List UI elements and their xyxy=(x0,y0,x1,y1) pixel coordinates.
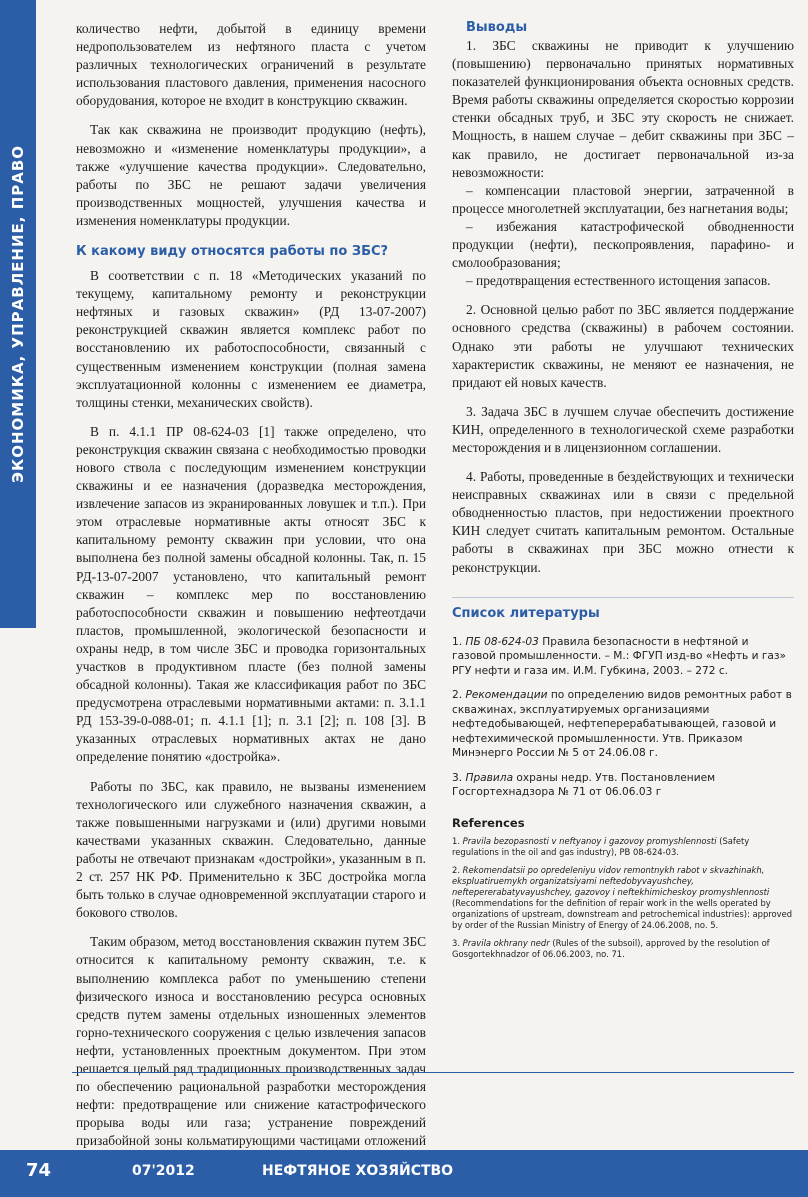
reference-title: Правила xyxy=(465,771,514,784)
reference-number: 2. xyxy=(452,864,463,875)
reference-text: охраны недр. Утв. Постановлением Госгортехнадзора № 71 от 06.06.03 г xyxy=(452,771,716,799)
section-heading: К какому виду относятся работы по ЗБС? xyxy=(76,244,389,260)
section-sidebar xyxy=(0,0,36,628)
reference-title: ПБ 08-624-03 xyxy=(465,635,539,648)
reference-text: по определению видов ремонтных работ в скважинах, эксплуатируемых организациями нефтедобывающей, нефтеперерабатывающей, газовой и нефтехимической промышленности. Утв. Приказом Минэнерго России № 5 от 24.06.08 г. xyxy=(452,689,792,760)
reference-number: 2. xyxy=(452,689,466,702)
conclusion-paragraph: 1. ЗБС скважины не приводит к улучшению (повышению) первоначально принятых нормативных показателей функционирования объекта основных средств. Время работы скважины определяется скоростью коррозии стенки обсадных труб, и ЗБС эту скорость не снижает. Мощность, в нашем случае – дебит скважины при ЗБС – как правило, не достигает первоначальной из-за невозможности: xyxy=(452,38,794,180)
reference-text: (Safety regulations in the oil and gas industry), PB 08-624-03. xyxy=(452,835,750,857)
conclusion-list-item: – избежания катастрофической обводненности продукции (нефти), пескопроявления, парафино- и смолообразования; xyxy=(452,218,794,271)
left-column xyxy=(76,20,426,1169)
reference-number: 3. xyxy=(452,937,463,948)
magazine-title: НЕФТЯНОЕ ХОЗЯЙСТВО xyxy=(262,1163,454,1179)
divider xyxy=(452,597,794,598)
conclusion-paragraph: 2. Основной целью работ по ЗБС является поддержание основного средства (скважины) в рабочем состоянии. Однако эти работы не улучшают технических характеристик скважины, не меняют ее назначения, не придают ей новых качеств. xyxy=(452,302,794,390)
body-paragraph: Работы по ЗБС, как правило, не вызваны изменением технологического или служебного назначения скважин, а также повышенными нагрузками и (или) другими новыми качествами указанных скважин. Следовательно, данные работы не отвечают признакам «достройки», указанным в п. 2 ст. 257 НК РФ. Применительно к ЗБС достройка могла быть только в случае одновременной эксплуатации старого и бокового стволов. xyxy=(76,778,426,921)
reference-number: 1. xyxy=(452,635,466,648)
body-paragraph: Так как скважина не производит продукцию (нефть), невозможно и «изменение номенклатуры продукции», а также «улучшение качества продукции». Следовательно, работы по ЗБС не решают задачи увеличения производственных мощностей, улучшения качества и изменения номенклатуры продукции. xyxy=(76,122,426,228)
reference-title: Pravila bezopasnosti v neftyanoy i gazovoy promyshlennosti xyxy=(462,835,717,846)
english-reference-item xyxy=(452,938,794,960)
conclusions-heading: Выводы xyxy=(466,20,528,35)
english-reference-item xyxy=(452,865,794,931)
right-column xyxy=(452,20,794,967)
reference-title: Pravila okhrany nedr xyxy=(462,937,550,948)
reference-item xyxy=(452,635,794,679)
body-paragraph: В п. 4.1.1 ПР 08-624-03 [1] также определено, что реконструкция скважин связана с необходимостью проводки нового ствола с последующим изменением конструкции скважины и ее назначения (доразведка месторождения, извлечение запасов из экранированных ловушек и т.п.). При этом отраслевые нормативные акты относят ЗБС к капитальному ремонту скважин при условии, что она выполнена без полной замены обсадной колонны. Так, п. 15 РД-13-07-2007 установлено, что капитальный ремонт скважин – комплекс мер по восстановлению работоспособности скважин и повышению нефтеотдачи пластов, промышленной, экологической безопасности и охраны недр, в том числе ЗБС и проводка горизонтальных участков в продуктивном пласте (без полной замены обсадной колонны). Такая же классификация работ по ЗБС предусмотрена отраслевыми нормативными актами: п. 3.1.1 РД 153-39-0-088-01; п. 4.1.1 [1]; п. 3.1 [2]; п. 108 [3]. В указанных отраслевых нормативных актах не дано определение понятию «достройка». xyxy=(76,423,426,765)
reference-number: 1. xyxy=(452,835,463,846)
reference-title: Rekomendatsii po opredeleniyu vidov remontnykh rabot v skvazhinakh, ekspluatiruemykh organizatsiyami neftedobyvayushchey, neftepererabatyvayushchey, gazovoy i neftekhimicheskoy promyshlennosti xyxy=(452,864,770,897)
body-paragraph: В соответствии с п. 18 «Методических указаний по текущему, капитальному ремонту и реконструкции нефтяных и газовых скважин» (РД 13-07-2007) реконструкцией скважин является комплекс работ по восстановлению их работоспособности, связанный с существенным изменением конструкции (полная замена эксплуатационной колонны с изменением ее диаметра, толщины стенки, механических свойств). xyxy=(76,268,426,410)
reference-text: Правила безопасности в нефтяной и газовой промышленности. – М.: ФГУП изд-во «Нефть и газ» РГУ нефти и газа им. И.М. Губкина, 2003. – 272 с. xyxy=(452,635,787,677)
english-references-heading: References xyxy=(452,815,525,830)
conclusion-paragraph: 3. Задача ЗБС в лучшем случае обеспечить достижение КИН, определенного в технологической схеме разработки месторождения и в лицензионном соглашении. xyxy=(452,403,794,455)
reference-text: (Recommendations for the definition of repair work in the wells operated by organizations of upstream, downstream and petrochemical industries): approved by order of the Russian Ministry of Energy of 24.06.2008, no. 5. xyxy=(452,897,793,930)
reference-title: Рекомендации xyxy=(465,689,548,702)
footer-divider xyxy=(72,1072,794,1073)
references-heading: Список литературы xyxy=(452,605,600,621)
page-footer xyxy=(0,1150,808,1197)
body-paragraph: Таким образом, метод восстановления скважин путем ЗБС относится к капитальному ремонту скважин, т.е. к выполнению комплекса работ по уменьшению степени физического износа и восстановлению ресурса основных средств путем замены отдельных изношенных элементов горно-технического сооружения с целью извлечения запасов нефти, установленных проектным документом. При этом решается целый ряд традиционных производственных задач по обеспечению рациональной разработки месторождения нефти: предотвращение или снижение катастрофического прорыва воды или газа; устранение повреждений призабойной зоны кольматирующими частицами отложений xyxy=(76,934,426,1149)
issue-date: 07'2012 xyxy=(132,1163,195,1179)
reference-text: (Rules of the subsoil), approved by the resolution of Gosgortekhnadzor of 06.06.2003, no. 71. xyxy=(452,937,770,959)
conclusion-list-item: – предотвращения естественного истощения запасов. xyxy=(466,273,771,289)
conclusion-list-item: – компенсации пластовой энергии, затраченной в процессе многолетней эксплуатации, без нагнетания воды; xyxy=(452,182,794,216)
section-title: ЭКОНОМИКА, УПРАВЛЕНИЕ, ПРАВО xyxy=(9,144,27,484)
english-reference-item xyxy=(452,836,794,858)
reference-item xyxy=(452,688,794,761)
reference-item xyxy=(452,771,794,800)
intro-paragraph: количество нефти, добытой в единицу времени недропользователем из нефтяного пласта с учетом различных технологических ограничений в результате использования пластового давления, применения насосного оборудования, которое не входит в конструкцию скважин. xyxy=(76,21,426,109)
conclusion-paragraph: 4. Работы, проведенные в бездействующих и технически неисправных скважинах или в связи с предельной обводненностью пластов, при недостижении проектного КИН следует считать капитальным ремонтом. Остальные работы в скважинах при ЗБС можно отнести к реконструкции. xyxy=(452,469,794,575)
page-number: 74 xyxy=(26,1160,52,1181)
reference-number: 3. xyxy=(452,771,466,784)
